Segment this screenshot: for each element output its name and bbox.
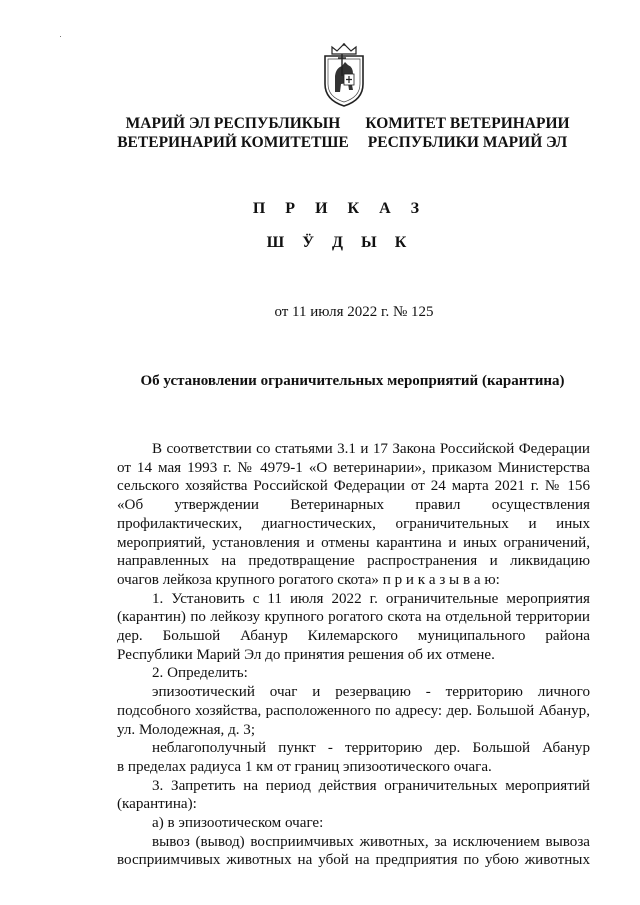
body-line: ул. Молодежная, д. 3; xyxy=(117,721,256,738)
body-line: в пределах радиуса 1 км от границ эпизоотического очага. xyxy=(117,758,492,775)
body-line: от 14 мая 1993 г. № 4979-1 «О ветеринарии», приказом Министерства xyxy=(117,459,590,476)
body-line: профилактических, диагностических, ограничительных и иных xyxy=(117,515,590,532)
issuer-name-russian xyxy=(360,114,575,152)
body-line: Республики Марий Эл до принятия решения об их отмене. xyxy=(117,646,495,663)
document-body xyxy=(117,440,590,870)
body-line: направленных на предотвращение распространения и ликвидацию xyxy=(117,553,590,570)
body-line: восприимчивых животных на убой на предприятия по убою животных xyxy=(117,852,590,869)
body-line: очагов лейкоза крупного рогатого скота» п р и к а з ы в а ю: xyxy=(117,571,500,588)
issuer-mari-line-1: МАРИЙ ЭЛ РЕСПУБЛИКЫН xyxy=(125,115,341,132)
body-line: подсобного хозяйства, расположенного по адресу: дер. Большой Абанур, xyxy=(117,702,590,719)
body-line: «Об утверждении Ветеринарных правил осуществления xyxy=(117,497,590,514)
body-line: 3. Запретить на период действия ограничительных мероприятий xyxy=(152,777,590,794)
body-line: неблагополучный пункт - территорию дер. Большой Абанур xyxy=(152,740,590,757)
scan-speck xyxy=(60,36,61,37)
body-line: мероприятий, установления и отмены карантина и иных ограничений, xyxy=(117,534,590,551)
body-line: (карантина): xyxy=(117,796,197,813)
body-line: вывоз (вывод) восприимчивых животных, за исключением вывоза xyxy=(152,833,590,850)
body-line: В соответствии со статьями 3.1 и 17 Закона Российской Федерации xyxy=(152,441,590,457)
issuer-mari-line-2: ВЕТЕРИНАРИЙ КОМИТЕТШЕ xyxy=(117,134,349,151)
body-line: эпизоотический очаг и резервацию - территорию личного xyxy=(152,684,590,701)
issuer-ru-line-1: КОМИТЕТ ВЕТЕРИНАРИИ xyxy=(365,115,570,132)
issuer-name-mari xyxy=(108,114,358,152)
document-type-mari: Ш Ӱ Д Ы К xyxy=(266,234,414,251)
body-line: 1. Установить с 11 июля 2022 г. ограничительные мероприятия xyxy=(152,590,590,607)
document-date-number: от 11 июля 2022 г. № 125 xyxy=(274,304,434,320)
body-line: сельского хозяйства Российской Федерации от 24 марта 2021 г. № 156 xyxy=(117,478,590,495)
coat-of-arms-emblem xyxy=(319,42,369,108)
document-subject: Об установлении ограничительных мероприятий (карантина) xyxy=(140,373,565,389)
body-line: а) в эпизоотическом очаге: xyxy=(152,815,324,832)
body-line: (карантин) по лейкозу крупного рогатого скота на отдельной территории xyxy=(117,609,590,626)
issuer-ru-line-2: РЕСПУБЛИКИ МАРИЙ ЭЛ xyxy=(367,134,568,151)
body-line: 2. Определить: xyxy=(152,665,248,682)
document-type-russian: П Р И К А З xyxy=(252,200,428,217)
body-line: дер. Большой Абанур Килемарского муниципального района xyxy=(117,628,590,645)
